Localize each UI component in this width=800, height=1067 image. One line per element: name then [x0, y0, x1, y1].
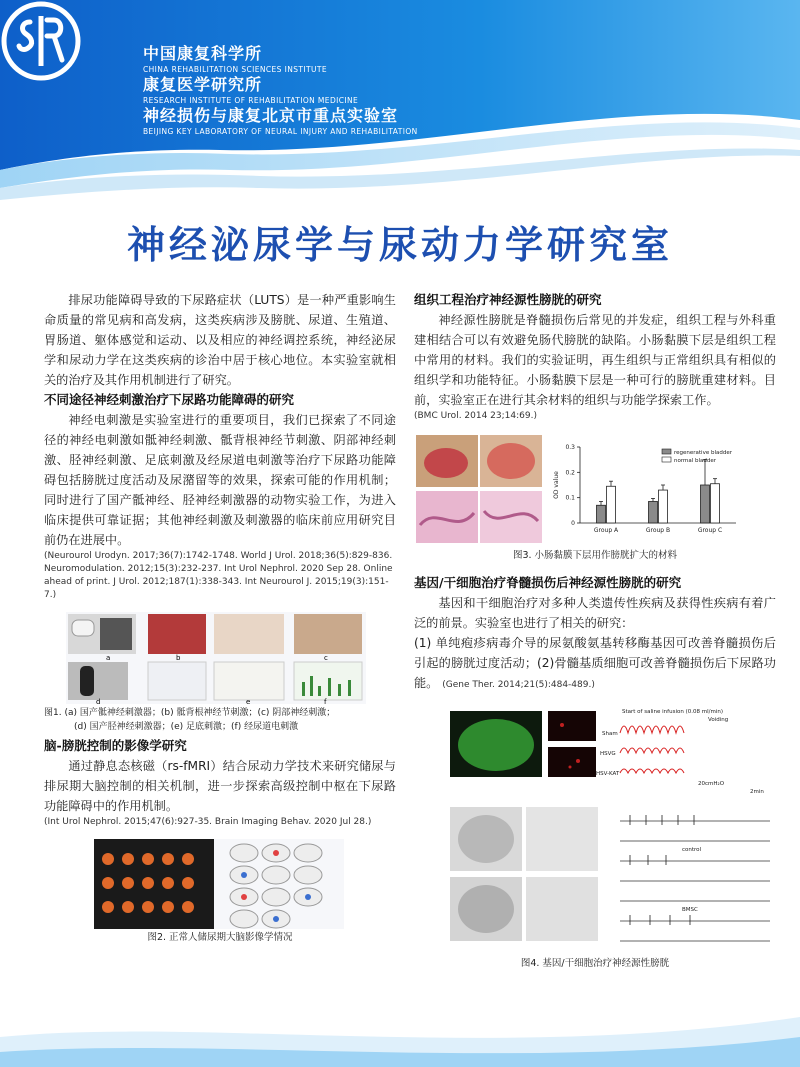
figure4: [450, 703, 780, 963]
chart-bar: [597, 505, 606, 523]
chart-y-tick-label: 0: [571, 520, 575, 527]
section1-references: (Neurourol Urodyn. 2017;36(7):1742-1748. World J Urol. 2018;36(5):829-836. Neuromodulation. 2012;15(3):232-237. Int Urol Nephrol. 2020 Sep 28. Online ahead of print. J Urol. 2012;187(1):338-343. Int Neurourol J. 2015;19(3):151-7.): [44, 551, 393, 600]
section3-references: (BMC Urol. 2014 23;14:69.): [414, 411, 537, 421]
poster-title: 神经泌尿学与尿动力学研究室: [126, 223, 673, 267]
figure4-panels: [450, 703, 780, 963]
section4-references: (Gene Ther. 2014;21(5):484-489.): [442, 680, 595, 690]
footer-wave: [0, 977, 800, 1067]
chart-legend-swatch: [662, 449, 671, 454]
fig4-hsvg-label: HSVG: [600, 751, 616, 757]
section1-text: 神经电刺激是实验室进行的重要项目，我们已探索了不同途径的神经电刺激如骶神经刺激、骶背根神经节刺激、阴部神经刺激、胫神经刺激、足底刺激及经尿道电刺激等治疗下尿路功能障碍包括膀胱过度活动及尿潴留等的效果，探索可能的作用机制；同时进行了国产骶神经、胫神经刺激器的动物实验工作，为进入临床提供可靠证据；其他神经刺激及刺激器的临床前应用研究目前仍在进展中。: [44, 413, 396, 547]
org3-cn: 神经损伤与康复北京市重点实验室: [143, 106, 399, 125]
section2-references: (Int Urol Nephrol. 2015;47(6):927-35. Brain Imaging Behav. 2020 Jul 28.): [44, 817, 372, 827]
chart-legend-label: normal bladder: [674, 458, 717, 464]
section4-text2: [414, 633, 776, 693]
section2-title: 脑-膀胱控制的影像学研究: [44, 738, 187, 753]
chart-legend: [662, 449, 733, 464]
figure1-caption-line2: (d) 国产胫神经刺激器；(e) 足底刺激；(f) 经尿道电刺激: [74, 722, 299, 732]
figure1-panels: [66, 612, 366, 704]
right-column: [414, 290, 776, 971]
org3-en: BEIJING KEY LABORATORY OF NEURAL INJURY AND REHABILITATION: [143, 127, 418, 136]
chart-y-tick-label: 0.1: [565, 494, 575, 502]
figure3: [416, 435, 746, 547]
section1-title: 不同途径神经刺激治疗下尿路功能障碍的研究: [44, 392, 295, 407]
fig4-scale-label: 20cmH₂O: [698, 781, 725, 787]
chart-y-axis-label: OD value: [553, 471, 560, 499]
institute-logo: [0, 0, 82, 82]
header-banner: [0, 0, 800, 200]
left-column: [44, 290, 396, 945]
chart-legend-swatch: [662, 457, 671, 462]
chart-bar: [649, 501, 658, 523]
fig4-time-label: 2min: [750, 789, 764, 795]
figure1-caption-line1: 图1. (a) 国产骶神经刺激器；(b) 骶背根神经节刺激；(c) 阴部神经刺激；: [44, 708, 336, 718]
org2-en: RESEARCH INSTITUTE OF REHABILITATION MEDICINE: [143, 96, 359, 105]
fig4-control-label: control: [682, 847, 702, 853]
footer-wave-background: [0, 977, 800, 1067]
chart-bar: [659, 490, 668, 523]
figure3-od-bar-chart: [550, 435, 746, 547]
section4-title: 基因/干细胞治疗脊髓损伤后神经源性膀胱的研究: [414, 575, 682, 590]
fig4-sham-label: Sham: [602, 731, 618, 737]
chart-x-tick-label: Group A: [593, 527, 619, 534]
fig1-label-b: b: [176, 654, 181, 662]
chart-y-tick-label: 0.2: [565, 469, 575, 477]
figure2-brain-images: [94, 839, 344, 929]
fig4-voiding-label: Voiding: [708, 717, 729, 723]
figure2: [94, 839, 344, 929]
chart-bar: [701, 485, 710, 523]
org2-cn: 康复医学研究所: [143, 75, 263, 94]
fig1-label-d: d: [96, 698, 101, 704]
fig4-infusion-label: Start of saline infusion (0.08 ml/min): [622, 709, 723, 715]
fig1-label-c: c: [324, 654, 328, 662]
fig4-bmsc-label: BMSC: [682, 907, 698, 913]
fig1-label-e: e: [246, 698, 251, 704]
org1-en: CHINA REHABILITATION SCIENCES INSTITUTE: [143, 65, 327, 74]
figure1: [66, 612, 366, 704]
fig4-hsvkat-label: HSV-KAT: [596, 771, 620, 777]
chart-legend-label: regenerative bladder: [674, 450, 732, 456]
section4-findings: (1) 单纯疱疹病毒介导的尿氨酸氨基转移酶基因可改善脊髓损伤后引起的膀胱过度活动；(2)骨髓基质细胞可改善脊髓损伤后下尿路功能。: [414, 636, 776, 690]
chart-x-tick-label: Group B: [645, 527, 671, 534]
section2-text: 通过静息态核磁（rs-fMRI）结合尿动力学技术来研究储尿与排尿期大脑控制的相关机制，进一步探索高级控制中枢在下尿路功能障碍中的作用机制。: [44, 759, 396, 813]
section3-title: 组织工程治疗神经源性膀胱的研究: [414, 292, 602, 307]
org1-cn: 中国康复科学所: [143, 44, 263, 63]
figure3-caption: 图3. 小肠黏膜下层用作膀胱扩大的材料: [512, 550, 678, 561]
section3-text: 神经源性膀胱是脊髓损伤后常见的并发症，组织工程与外科重建相结合可以有效避免肠代膀胱的缺陷。小肠黏膜下层是组织工程中常用的材料。我们的实验证明，再生组织与正常组织具有相似的组织学和功能特征。小肠黏膜下层是一种可行的膀胱重建材料。目前，实验室正在进行其余材料的组织与功能学探索工作。: [414, 313, 776, 407]
chart-bar: [607, 486, 616, 523]
figure2-caption: 图2. 正常人储尿期大脑影像学情况: [147, 932, 293, 943]
chart-bars: [597, 460, 720, 523]
figure3-tissue-photos: [416, 435, 546, 543]
figure4-caption: 图4. 基因/干细胞治疗神经源性膀胱: [520, 958, 670, 969]
section4-text1: 基因和干细胞治疗对多种人类遗传性疾病及获得性疾病有着广泛的前景。实验室也进行了相关的研究：: [414, 596, 776, 630]
fig1-label-f: f: [324, 698, 327, 704]
fig1-label-a: a: [106, 654, 111, 662]
chart-y-tick-label: 0.3: [565, 444, 575, 451]
chart-bar: [711, 484, 720, 523]
chart-x-tick-label: Group C: [697, 527, 723, 534]
intro-paragraph: 排尿功能障碍导致的下尿路症状（LUTS）是一种严重影响生命质量的常见病和高发病，这类疾病涉及膀胱、尿道、生殖道、胃肠道、躯体感觉和运动、以及相应的神经调控系统，神经泌尿学和尿动力学在这类疾病的诊治中居于核心地位。本实验室就相关的治疗及其作用机制进行了研究。: [44, 293, 396, 387]
institute-names: [143, 44, 418, 137]
